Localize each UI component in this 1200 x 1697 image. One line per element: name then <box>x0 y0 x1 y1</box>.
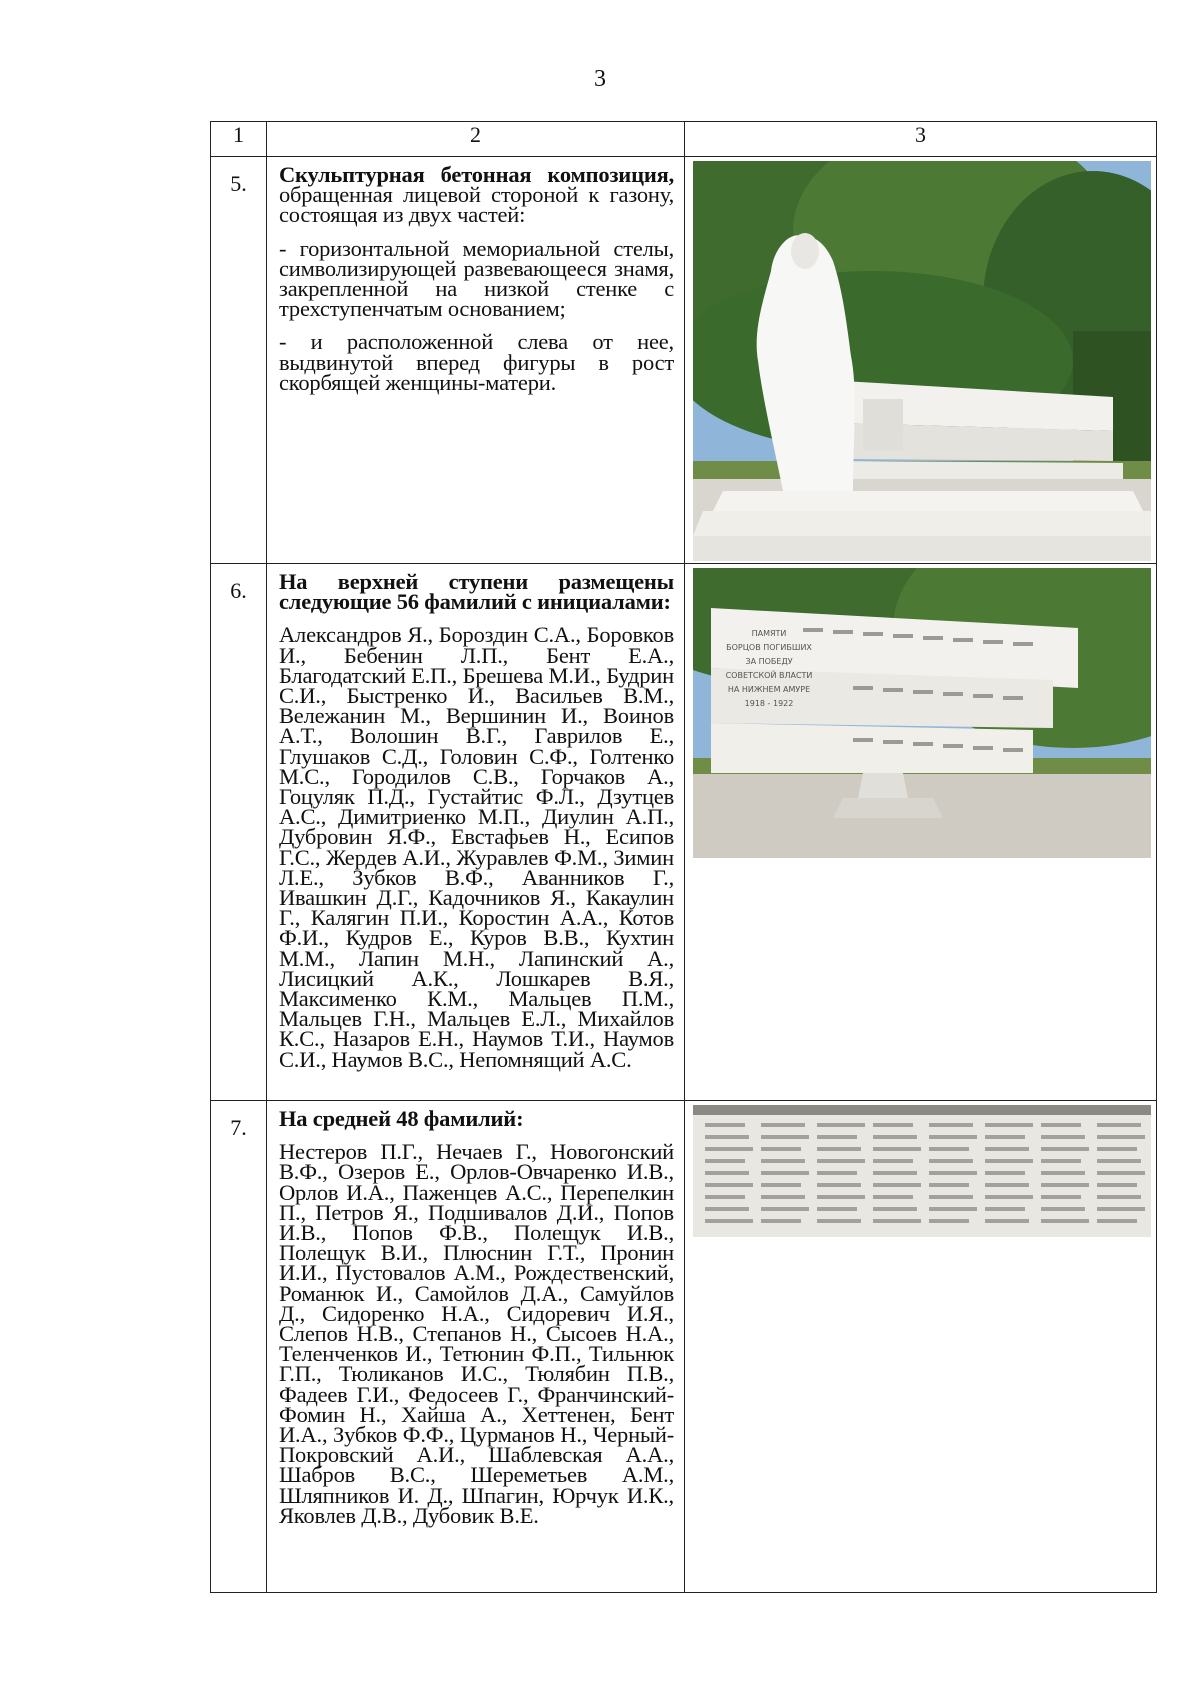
engraved-name-line <box>873 1183 921 1187</box>
memorial-stele-photo <box>693 568 1152 858</box>
engraved-name-line <box>817 1219 861 1223</box>
engraved-name-line <box>761 1159 805 1163</box>
engraved-name-line <box>817 1195 865 1199</box>
engraved-name-line <box>817 1147 861 1151</box>
row-lead: Скульптурная бетонная композиция, <box>279 162 674 187</box>
row-description <box>267 157 685 564</box>
table-row-7 <box>211 1101 1157 1593</box>
engraved-name-line <box>873 1147 921 1151</box>
engraved-name-line <box>1097 1159 1141 1163</box>
engraved-name-line <box>985 1123 1033 1127</box>
engraved-name-line <box>873 1159 913 1163</box>
names-list: Александров Я., Бороздин С.А., Боровков И., Бебенин Л.П., Бент Е.А., Благодатский Е.П., Брешева М.И., Будрин С.И., Быстренко И., Васильев В.М., Вележанин М., Вершинин И., Воинов А.Т., Волошин В.Г., Гаврилов Е., Глушаков С.Д., Головин С.Ф., Голтенко М.С., Городилов С.В., Горчаков А., Гоцуляк П.Д., Густайтис Ф.Л., Дзутцев А.С., Димитриенко М.П., Диулин А.П., Дубровин Я.Ф., Евстафьев Н., Есипов Г.С., Жердев А.И., Журавлев Ф.М., Зимин Л.Е., Зубков В.Ф., Аванников Г., Ивашкин Д.Г., Кадочников Я., Какаулин Г., Калягин П.И., Коростин А.А., Котов Ф.И., Кудров Е., Куров В.В., Кухтин М.М., Лапин М.Н., Лапинский А., Лисицкий А.К., Лошкарев В.Я., Максименко К.М., Мальцев П.М., Мальцев Г.Н., Мальцев Е.Л., Михайлов К.С., Назаров Е.Н., Наумов Т.И., Наумов С.И., Наумов В.С., Непомнящий А.С. <box>279 622 674 1072</box>
table-row-6 <box>211 564 1157 1101</box>
table-header-row <box>211 122 1157 157</box>
engraved-name-line <box>761 1171 809 1175</box>
row-lead: На верхней ступени размещены следующие 56 фамилий с инициалами: <box>279 569 674 615</box>
engraved-name-line <box>817 1123 865 1127</box>
engraved-name-line <box>929 1171 977 1175</box>
row-number: 6. <box>211 564 267 1101</box>
stele-text-line: БОРЦОВ ПОГИБШИХ <box>726 643 812 652</box>
engraved-name-line <box>1041 1195 1081 1199</box>
engraved-name-line <box>761 1195 805 1199</box>
engraved-name-line <box>1097 1195 1141 1199</box>
engraved-name-line <box>761 1219 801 1223</box>
engraved-name-line <box>705 1135 749 1139</box>
header-cell-1: 1 <box>211 122 267 157</box>
engraved-name-line <box>985 1195 1033 1199</box>
engraved-name-line <box>873 1207 917 1211</box>
stele-text-line: СОВЕТСКОЙ ВЛАСТИ <box>725 671 813 680</box>
engraved-name-line <box>705 1183 753 1187</box>
engraved-name-line <box>705 1171 749 1175</box>
engraved-name-line <box>705 1207 749 1211</box>
engraved-name-line <box>1097 1207 1145 1211</box>
engraved-name-line <box>761 1207 809 1211</box>
engraved-name-line <box>705 1123 745 1127</box>
engraved-name-line <box>929 1135 977 1139</box>
table-row-5 <box>211 157 1157 564</box>
row-description <box>267 564 685 1101</box>
engraved-name-line <box>985 1219 1029 1223</box>
engraved-name-line <box>1097 1123 1141 1127</box>
engraved-name-line <box>1097 1183 1137 1187</box>
stele-text-line: ПАМЯТИ <box>751 629 787 638</box>
engraved-name-line <box>873 1171 917 1175</box>
row-paragraph: - и расположенной слева от нее, выдвинутой вперед фигуры в рост скорбящей женщины-матери. <box>279 329 674 395</box>
engraved-name-line <box>1041 1159 1081 1163</box>
stele-text-line: 1918 - 1922 <box>744 699 794 708</box>
engraved-name-line <box>929 1195 973 1199</box>
engraved-name-line <box>929 1207 977 1211</box>
row-description <box>267 1101 685 1593</box>
row-paragraph: - горизонтальной мемориальной стелы, символизирующей развевающееся знамя, закрепленной на низкой стенке с трехступенчатым основанием; <box>279 235 674 322</box>
engraved-name-line <box>761 1135 809 1139</box>
engraved-name-line <box>817 1183 861 1187</box>
engraved-name-line <box>1041 1207 1085 1211</box>
memorial-sculpture-photo <box>693 161 1152 561</box>
engraved-name-line <box>761 1147 801 1151</box>
engraved-name-line <box>761 1123 805 1127</box>
engraved-name-line <box>929 1219 969 1223</box>
row-lead: На средней 48 фамилий: <box>279 1106 524 1131</box>
names-list: Нестеров П.Г., Нечаев Г., Новогонский В.Ф., Озеров Е., Орлов-Овчаренко И.В., Орлов И.А., Паженцев А.С., Перепелкин П., Петров Я., Подшивалов Д.И., Попов И.В., Попов Ф.В., Полещук И.В., Полещук В.И., Плюснин Г.Т., Пронин И.И., Пустовалов А.М., Рождественский, Романюк И., Самойлов Д.А., Самуйлов Д., Сидоренко Н.А., Сидоревич И.Я., Слепов Н.В., Степанов Н., Сысоев Н.А., Теленченков И., Тетюнин Ф.П., Тильнюк Г.П., Тюликанов И.С., Тюлябин П.В., Фадеев Г.И., Федосеев Г., Франчинский-Фомин Н., Хайша А., Хеттенен, Бент И.А., Зубков Ф.Ф., Цурманов Н., Черный-Покровский А.И., Шаблевская А.А., Шабров В.С., Шереметьев А.М., Шляпников И. Д., Шпагин, Юрчук И.К., Яковлев Д.В., Дубовик В.Е. <box>279 1139 674 1528</box>
engraved-name-line <box>985 1159 1033 1163</box>
engraved-name-line <box>985 1171 1025 1175</box>
engraved-name-line <box>1041 1171 1085 1175</box>
engraved-name-line <box>817 1171 857 1175</box>
stele-text-line: ЗА ПОБЕДУ <box>745 657 793 666</box>
engraved-name-line <box>761 1183 801 1187</box>
engraved-name-line <box>985 1207 1025 1211</box>
engraved-name-line <box>705 1159 745 1163</box>
engraved-name-line <box>873 1195 913 1199</box>
engraved-name-line <box>1041 1183 1089 1187</box>
engraved-name-line <box>929 1147 969 1151</box>
engraved-name-line <box>929 1123 973 1127</box>
engraved-name-line <box>1097 1147 1137 1151</box>
monument-description-table <box>210 121 1157 1593</box>
engraved-name-line <box>1041 1135 1085 1139</box>
header-cell-3: 3 <box>685 122 1157 157</box>
engraved-name-line <box>705 1147 753 1151</box>
row-number: 5. <box>211 157 267 564</box>
stele-text-line: НА НИЖНЕМ АМУРЕ <box>727 685 811 694</box>
engraved-name-line <box>929 1159 973 1163</box>
engraved-name-line <box>873 1123 913 1127</box>
engraved-name-line <box>1097 1171 1145 1175</box>
engraved-name-line <box>817 1135 857 1139</box>
engraved-name-line <box>1041 1219 1089 1223</box>
engraved-name-line <box>817 1159 865 1163</box>
row-lead-rest: обращенная лицевой стороной к газону, состоящая из двух частей: <box>279 182 674 228</box>
engraved-name-line <box>985 1135 1025 1139</box>
engraved-name-line <box>705 1219 753 1223</box>
engraved-name-line <box>1097 1219 1137 1223</box>
engraved-name-line <box>1097 1135 1145 1139</box>
engraved-name-line <box>985 1147 1029 1151</box>
engraved-name-line <box>929 1183 969 1187</box>
row-number: 7. <box>211 1101 267 1593</box>
engraved-name-line <box>985 1183 1029 1187</box>
engraved-name-line <box>705 1195 745 1199</box>
engraved-name-line <box>1041 1123 1081 1127</box>
engraved-name-line <box>873 1135 917 1139</box>
names-plaque-photo <box>693 1105 1152 1237</box>
engraved-name-line <box>1041 1147 1089 1151</box>
engraved-name-line <box>873 1219 921 1223</box>
header-cell-2: 2 <box>267 122 685 157</box>
page-number: 3 <box>594 66 606 92</box>
engraved-name-line <box>817 1207 857 1211</box>
